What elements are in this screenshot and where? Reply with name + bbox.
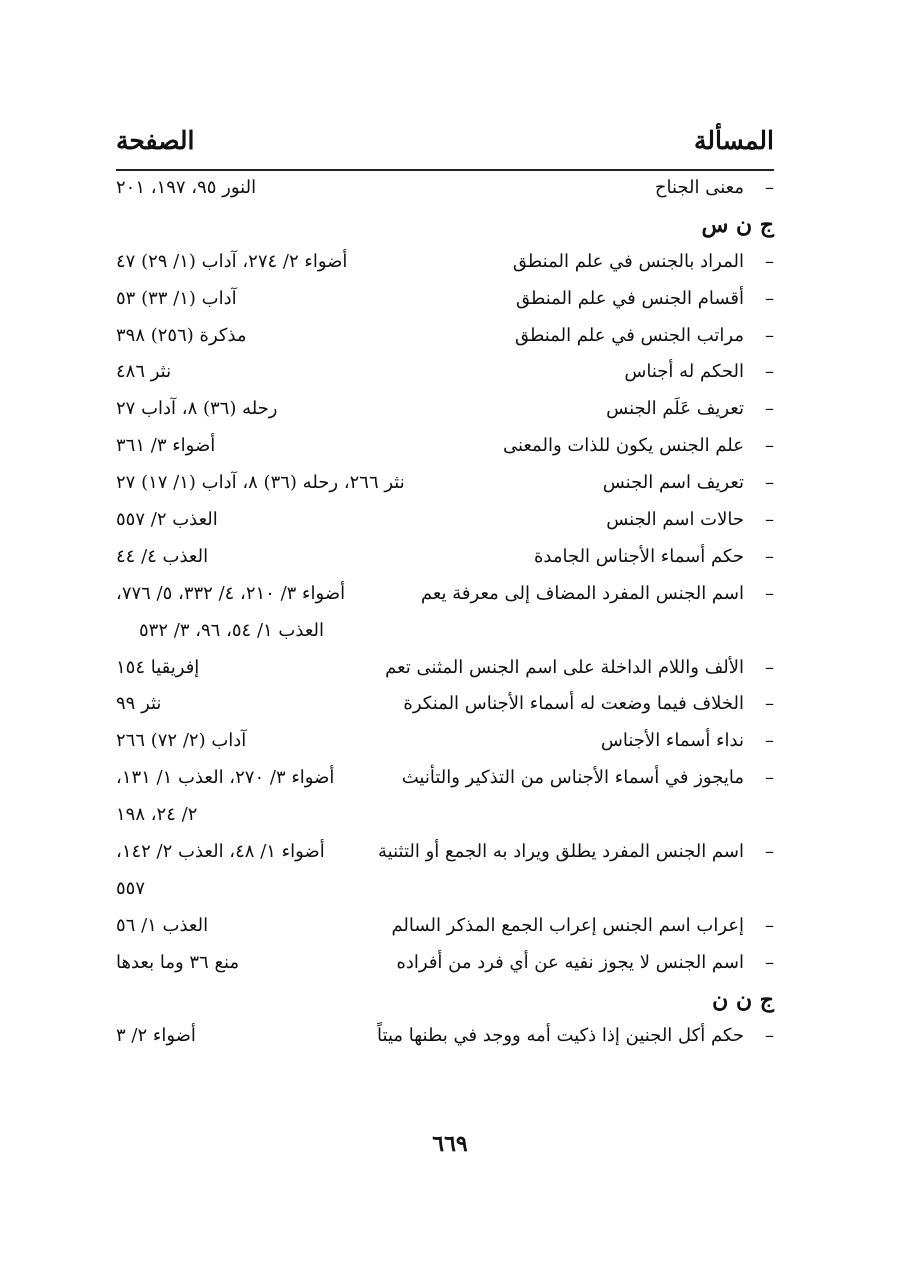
index-entry-continuation xyxy=(116,871,774,908)
entry-reference: آداب (٢/ ٧٢) ٢٦٦ xyxy=(116,730,247,752)
index-entry xyxy=(116,281,774,318)
index-entry xyxy=(116,576,774,613)
entry-reference: النور ٩٥، ١٩٧، ٢٠١ xyxy=(116,177,257,198)
entry-dash: – xyxy=(765,1025,774,1047)
entry-dash: – xyxy=(765,841,774,863)
entry-topic: الحكم له أجناس xyxy=(624,361,744,383)
entry-topic: حالات اسم الجنس xyxy=(606,509,744,531)
page-number: ٦٦٩ xyxy=(432,1131,468,1157)
index-entry xyxy=(116,686,774,723)
entry-reference: أضواء ١/ ٤٨، العذب ٢/ ١٤٢، xyxy=(116,841,325,863)
entry-dash: – xyxy=(765,250,774,272)
entry-reference: منع ٣٦ وما بعدها xyxy=(116,951,240,973)
index-entry xyxy=(116,244,774,281)
entry-dash: – xyxy=(765,767,774,789)
entry-topic: اسم الجنس لا يجوز نفيه عن أي فرد من أفراده xyxy=(396,951,744,973)
entry-dash: – xyxy=(765,324,774,346)
entry-reference: أضواء ٣/ ٢١٠، ٤/ ٣٣٢، ٥/ ٧٧٦، xyxy=(116,582,346,604)
index-entry xyxy=(116,539,774,576)
entry-dash: – xyxy=(765,914,774,936)
entry-dash: – xyxy=(765,509,774,531)
entry-topic: الخلاف فيما وضعت له أسماء الأجناس المنكرة xyxy=(403,693,744,715)
entry-topic: الألف واللام الداخلة على اسم الجنس المثنى تعم xyxy=(385,656,744,678)
entry-topic: المراد بالجنس في علم المنطق xyxy=(512,250,744,272)
entry-topic: مايجوز في أسماء الأجناس من التذكير والتأنيث xyxy=(401,767,744,789)
index-entry xyxy=(116,465,774,502)
entry-reference: آداب (١/ ٣٣) ٥٣ xyxy=(116,287,237,309)
entry-reference: العذب ٢/ ٥٥٧ xyxy=(116,509,218,531)
entry-reference: نثر ٤٨٦ xyxy=(116,361,172,383)
index-entry xyxy=(116,502,774,539)
entry-topic: تعريف اسم الجنس xyxy=(602,472,744,494)
root-heading xyxy=(116,982,774,1019)
entry-topic: أقسام الجنس في علم المنطق xyxy=(515,287,744,309)
root-heading-text: ج ن ن xyxy=(712,986,774,1013)
entry-topic: مراتب الجنس في علم المنطق xyxy=(514,324,744,346)
entry-reference: مذكرة (٢٥٦) ٣٩٨ xyxy=(116,324,247,346)
entry-reference: أضواء ٣/ ٣٦١ xyxy=(116,435,216,457)
entry-dash: – xyxy=(765,435,774,457)
entry-dash: – xyxy=(765,361,774,383)
index-entry xyxy=(116,945,774,982)
entry-topic: حكم أكل الجنين إذا ذكيت أمه ووجد في بطنها ميتاً xyxy=(377,1025,744,1047)
index-entry xyxy=(116,834,774,871)
index-entry xyxy=(116,760,774,797)
index-entry xyxy=(116,1018,774,1055)
index-entry-continuation xyxy=(116,797,774,834)
index-entry xyxy=(116,170,774,207)
entry-reference: العذب ٤/ ٤٤ xyxy=(116,545,209,567)
entry-topic: إعراب اسم الجنس إعراب الجمع المذكر السالم xyxy=(391,914,744,936)
entry-dash: – xyxy=(765,545,774,567)
index-entry-continuation xyxy=(116,613,774,650)
entry-dash: – xyxy=(765,693,774,715)
entry-topic: اسم الجنس المفرد المضاف إلى معرفة يعم xyxy=(420,582,744,604)
entry-dash: – xyxy=(765,730,774,752)
reference-continuation: ٥٥٧ xyxy=(116,877,146,899)
issue-column-label: المسألة xyxy=(694,126,774,155)
entry-dash: – xyxy=(765,656,774,678)
entry-reference: نثر ٩٩ xyxy=(116,693,162,715)
index-entry xyxy=(116,428,774,465)
index-entry xyxy=(116,650,774,687)
reference-continuation: العذب ١/ ٥٤، ٩٦، ٣/ ٥٣٢ xyxy=(139,619,324,641)
entry-dash: – xyxy=(765,582,774,604)
entry-dash: – xyxy=(765,398,774,420)
page-column-label: الصفحة xyxy=(116,126,195,155)
entry-topic: اسم الجنس المفرد يطلق ويراد به الجمع أو التثنية xyxy=(378,841,744,863)
root-heading xyxy=(116,207,774,244)
root-heading-text: ج ن س xyxy=(701,211,774,238)
entry-reference: أضواء ٢/ ٢٧٤، آداب (١/ ٢٩) ٤٧ xyxy=(116,250,348,272)
index-entry xyxy=(116,354,774,391)
entry-dash: – xyxy=(765,177,774,198)
entry-dash: – xyxy=(765,287,774,309)
entry-topic: علم الجنس يكون للذات والمعنى xyxy=(502,435,744,457)
index-entry xyxy=(116,723,774,760)
index-entry xyxy=(116,908,774,945)
page-header xyxy=(116,126,774,155)
entry-reference: إفريقيا ١٥٤ xyxy=(116,656,200,678)
index-entries xyxy=(116,170,774,1055)
entry-topic: معنى الجناح xyxy=(654,177,744,198)
entry-dash: – xyxy=(765,951,774,973)
index-entry xyxy=(116,318,774,355)
entry-reference: أضواء ٢/ ٣ xyxy=(116,1025,196,1047)
entry-topic: نداء أسماء الأجناس xyxy=(600,730,744,752)
entry-reference: نثر ٢٦٦، رحله (٣٦) ٨، آداب (١/ ١٧) ٢٧ xyxy=(116,472,405,494)
reference-continuation: ٢/ ٢٤، ١٩٨ xyxy=(116,804,198,826)
entry-topic: تعريف عَلَم الجنس xyxy=(606,398,744,420)
index-entry xyxy=(116,391,774,428)
entry-reference: رحله (٣٦) ٨، آداب ٢٧ xyxy=(116,398,278,420)
entry-dash: – xyxy=(765,472,774,494)
entry-reference: العذب ١/ ٥٦ xyxy=(116,914,209,936)
entry-reference: أضواء ٣/ ٢٧٠، العذب ١/ ١٣١، xyxy=(116,767,335,789)
entry-topic: حكم أسماء الأجناس الجامدة xyxy=(533,545,744,567)
